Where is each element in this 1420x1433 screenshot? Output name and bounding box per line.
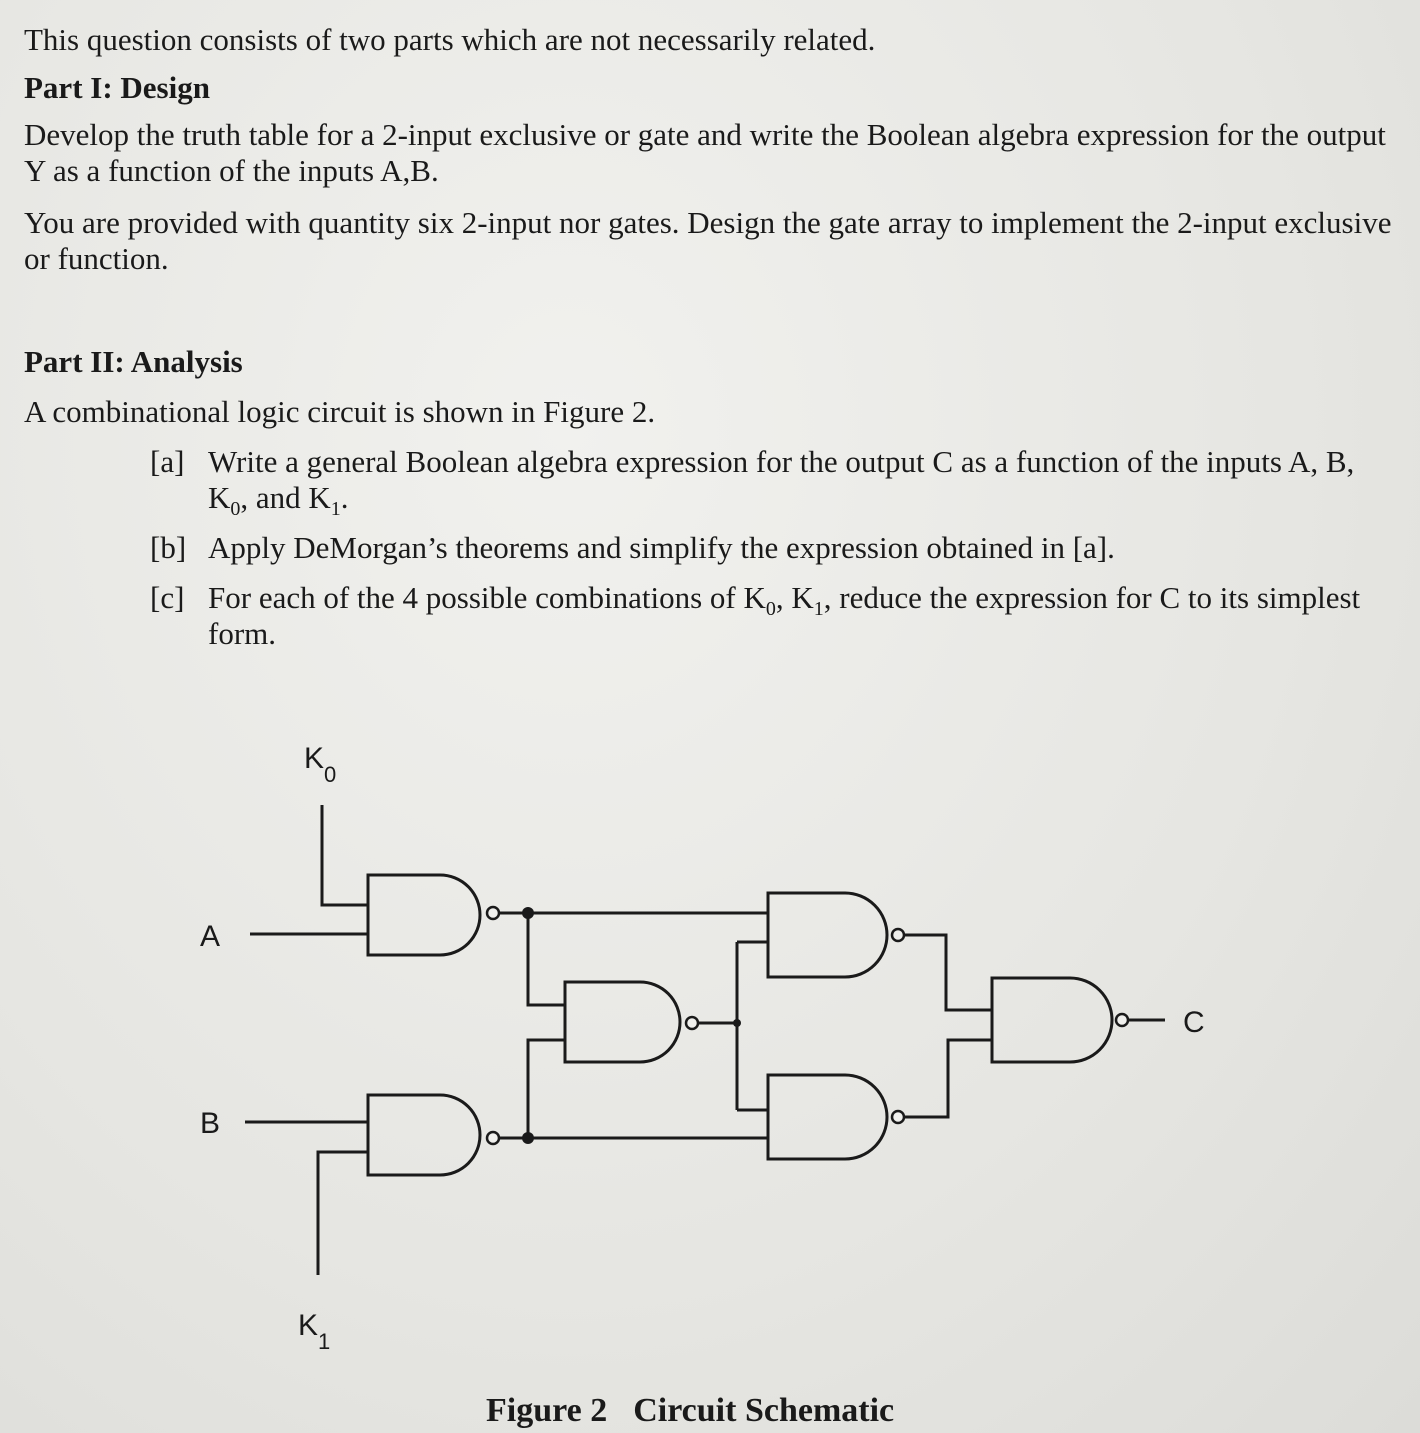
intro-text: This question consists of two parts which are not necessarily related. bbox=[24, 22, 876, 57]
wire-g5-out bbox=[904, 1040, 992, 1117]
circuit-schematic bbox=[180, 720, 1260, 1360]
question-item-b bbox=[150, 530, 1395, 566]
item-label: [c] bbox=[150, 580, 185, 615]
wire-g1-to-g3 bbox=[528, 913, 565, 1005]
caption-number: Figure 2 bbox=[486, 1392, 608, 1429]
part2-heading: Part II: Analysis bbox=[24, 344, 243, 379]
item-label: [a] bbox=[150, 444, 185, 479]
label-k0: $K_0$ bbox=[304, 742, 337, 787]
nand-gate-1 bbox=[368, 875, 480, 955]
nand-gate-5 bbox=[768, 1075, 887, 1159]
wire-g2-out bbox=[904, 935, 992, 1010]
gate-3-bubble bbox=[686, 1017, 698, 1029]
label-c: C bbox=[1183, 1006, 1205, 1039]
junction-dot-1 bbox=[522, 907, 534, 919]
item-text: Apply DeMorgan’s theorems and simplify the expression obtained in [a]. bbox=[208, 530, 1115, 565]
item-text: For each of the 4 possible combinations of $K_0$, $K_1$, reduce the expression for C to its simplest form. bbox=[208, 580, 1361, 651]
figure-caption bbox=[486, 1392, 920, 1430]
gate-2-bubble bbox=[892, 929, 904, 941]
nand-gate-2 bbox=[768, 893, 887, 977]
label-a: A bbox=[200, 920, 221, 953]
caption-title: Circuit Schematic bbox=[633, 1392, 895, 1429]
question-item-a bbox=[150, 444, 1395, 521]
label-k1: $K_1$ bbox=[298, 1309, 331, 1354]
item-label: [b] bbox=[150, 530, 187, 565]
wire-k0 bbox=[322, 805, 368, 905]
gate-1-bubble bbox=[487, 907, 499, 919]
question-item-c bbox=[150, 580, 1395, 652]
gate-5-bubble bbox=[892, 1111, 904, 1123]
item-text: Write a general Boolean algebra expression for the output C as a function of the inputs A, B, $K_0$, and $K_1$. bbox=[208, 444, 1355, 521]
junction-dot-3 bbox=[733, 1019, 741, 1027]
part1-paragraph-2: You are provided with quantity six 2-input nor gates. Design the gate array to implement the 2-input exclusive or function. bbox=[24, 205, 1392, 276]
gate-6-bubble bbox=[1116, 1014, 1128, 1026]
nand-gate-3 bbox=[565, 982, 680, 1062]
gate-4-bubble bbox=[487, 1132, 499, 1144]
junction-dot-2 bbox=[522, 1132, 534, 1144]
wire-g4-to-g3 bbox=[528, 1040, 565, 1138]
part2-intro: A combinational logic circuit is shown in Figure 2. bbox=[24, 394, 656, 429]
nand-gate-4 bbox=[368, 1095, 480, 1175]
part1-paragraph-1: Develop the truth table for a 2-input exclusive or gate and write the Boolean algebra expression for the output Y as a function of the inputs A,B. bbox=[24, 117, 1386, 188]
nand-gate-6 bbox=[992, 978, 1112, 1062]
wire-k1 bbox=[318, 1152, 368, 1275]
part1-heading: Part I: Design bbox=[24, 70, 210, 105]
label-b: B bbox=[200, 1107, 221, 1140]
